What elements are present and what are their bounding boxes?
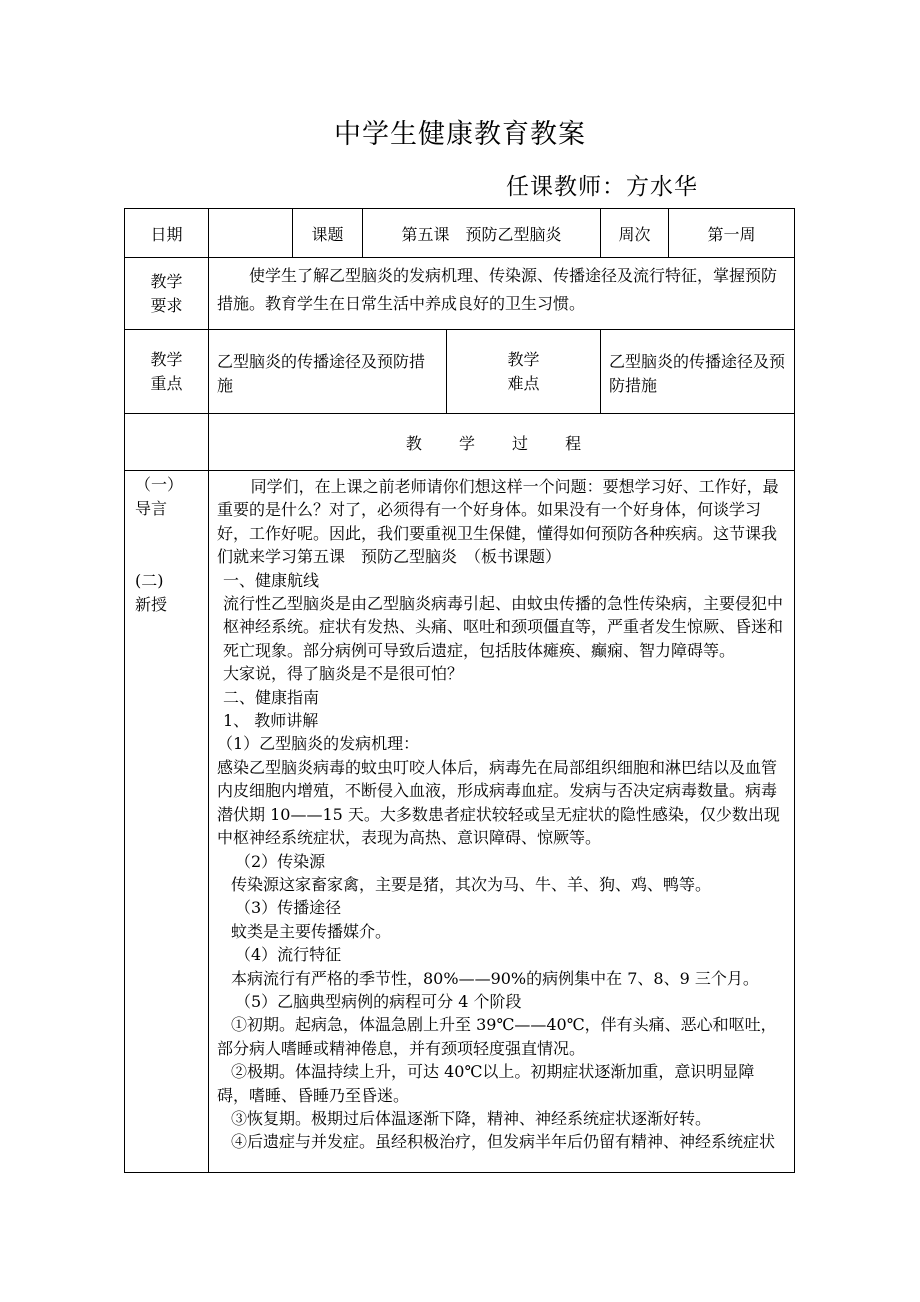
teacher-explains-heading: 1、 教师讲解 <box>223 711 319 731</box>
process-heading-row <box>125 414 795 471</box>
focus-label-line2: 重点 <box>150 373 183 393</box>
route-paragraph: 蚊类是主要传播媒介。 <box>231 921 392 941</box>
process-steps-column <box>125 471 209 1173</box>
definition-paragraph: 流行性乙型脑炎是由乙型脑炎病毒引起、由蚊虫传播的急性传染病，主要侵犯中枢神经系统。症状有发热、头痛、呕吐和颈项僵直等，严重者发生惊厥、昏迷和死亡现象。部分病例可导致后遗症，包括肢体瘫痪、癫痫、智力障碍等。 <box>223 594 784 660</box>
subheading-route: （3）传播途径 <box>235 898 342 918</box>
new-lesson-number: (二) <box>135 571 164 590</box>
requirements-row <box>125 258 795 330</box>
intro-number: （一） <box>135 475 184 494</box>
subheading-epidemic: （4）流行特征 <box>235 945 342 965</box>
focus-row <box>125 330 795 414</box>
stage-recovery: ③恢复期。极期过后体温逐渐下降，精神、神经系统症状逐渐好转。 <box>231 1108 712 1128</box>
difficulty-label-line1: 教学 <box>507 349 540 369</box>
date-label: 日期 <box>125 209 209 258</box>
new-lesson-label: 新授 <box>135 595 168 614</box>
subheading-stages: （5）乙脑典型病例的病程可分 4 个阶段 <box>235 991 522 1011</box>
difficulty-label-line2: 难点 <box>507 373 540 393</box>
source-paragraph: 传染源这家畜家禽，主要是猪，其次为马、牛、羊、狗、鸡、鸭等。 <box>231 874 712 894</box>
stage-sequelae: ④后遗症与并发症。虽经积极治疗，但发病半年后仍留有精神、神经系统症状 <box>231 1132 776 1152</box>
topic-value: 第五课 预防乙型脑炎 <box>363 209 601 258</box>
requirements-label-line2: 要求 <box>150 295 183 315</box>
subheading-mechanism: （1）乙型脑炎的发病机理： <box>217 734 420 754</box>
difficulty-text: 乙型脑炎的传播途径及预防措施 <box>601 330 795 414</box>
teacher-name: 任课教师：方水华 <box>506 174 698 200</box>
intro-paragraph: 同学们，在上课之前老师请你们想这样一个问题：要想学习好、工作好，最重要的是什么？对了，必须得有一个好身体。如果没有一个好身体，何谈学习好，工作好呢。因此，我们要重视卫生保健，懂得如何预防各种疾病。这节课我们就来学习第五课 预防乙型脑炎 （板书课题） <box>217 477 779 567</box>
mechanism-paragraph: 感染乙型脑炎病毒的蚊虫叮咬人体后，病毒先在局部组织细胞和淋巴结以及血管内皮细胞内增殖，不断侵入血液，形成病毒血症。发病与否决定病毒数量。病毒潜伏期 10——15 天。大多数患者症状较轻或呈无症状的隐性感染，仅少数出现中枢神经系统症状，表现为高热、意识障碍、惊厥等。 <box>217 757 780 848</box>
week-label: 周次 <box>601 209 669 258</box>
subheading-source: （2）传染源 <box>235 851 326 871</box>
focus-label-line1: 教学 <box>150 349 183 369</box>
process-content <box>209 471 795 1173</box>
requirements-label <box>125 258 209 330</box>
topic-label: 课题 <box>293 209 363 258</box>
requirements-label-line1: 教学 <box>150 271 183 291</box>
focus-text: 乙型脑炎的传播途径及预防措施 <box>209 330 447 414</box>
lesson-plan-table <box>124 208 795 1173</box>
process-heading-blank <box>125 414 209 471</box>
info-row <box>125 209 795 258</box>
section-heading-1: 一、健康航线 <box>223 570 320 590</box>
focus-label <box>125 330 209 414</box>
section-heading-2: 二、健康指南 <box>223 687 320 707</box>
question-line: 大家说，得了脑炎是不是很可怕？ <box>223 664 464 684</box>
difficulty-label <box>447 330 601 414</box>
week-value: 第一周 <box>669 209 795 258</box>
date-value <box>209 209 293 258</box>
process-heading: 教 学 过 程 <box>209 414 795 471</box>
requirements-text: 使学生了解乙型脑炎的发病机理、传染源、传播途径及流行特征，掌握预防措施。教育学生在日常生活中养成良好的卫生习惯。 <box>209 258 795 330</box>
document-title: 中学生健康教育教案 <box>334 119 586 150</box>
process-row <box>125 471 795 1173</box>
stage-peak: ②极期。体温持续上升，可达 40℃以上。初期症状逐渐加重，意识明显障碍，嗜睡、昏睡乃至昏迷。 <box>217 1062 755 1105</box>
intro-label: 导言 <box>135 499 168 518</box>
stage-initial: ①初期。起病急，体温急剧上升至 39℃——40℃，伴有头痛、恶心和呕吐，部分病人嗜睡或精神倦息，并有颈项轻度强直情况。 <box>217 1015 777 1058</box>
epidemic-paragraph: 本病流行有严格的季节性，80%——90%的病例集中在 7、8、9 三个月。 <box>231 968 759 988</box>
